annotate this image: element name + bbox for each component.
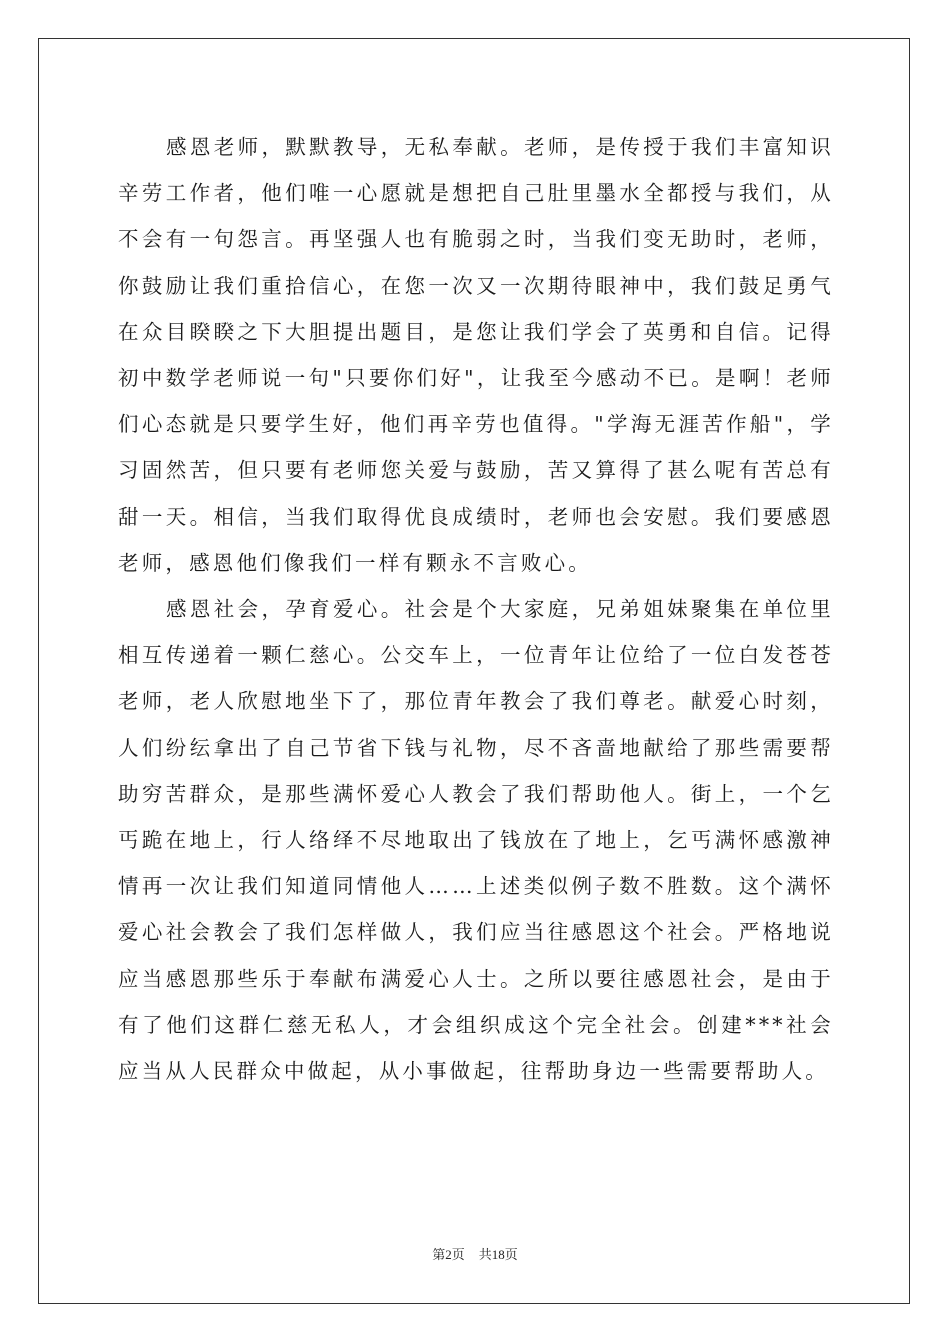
paragraph-teachers: 感恩老师，默默教导，无私奉献。老师，是传授于我们丰富知识辛劳工作者，他们唯一心愿就是想把自己肚里墨水全都授与我们，从不会有一句怨言。再坚强人也有脆弱之时，当我们变无助时，老师，你鼓励让我们重拾信心，在您一次又一次期待眼神中，我们鼓足勇气在众目睽睽之下大胆提出题目，是您让我们学会了英勇和自信。记得初中数学老师说一句"只要你们好"，让我至今感动不已。是啊！老师们心态就是只要学生好，他们再辛劳也值得。"学海无涯苦作船"，学习固然苦，但只要有老师您关爱与鼓励，苦又算得了甚么呢有苦总有甜一天。相信，当我们取得优良成绩时，老师也会安慰。我们要感恩老师，感恩他们像我们一样有颗永不言败心。 [118, 135, 834, 575]
paragraph-society: 感恩社会，孕育爱心。社会是个大家庭，兄弟姐妹聚集在单位里相互传递着一颗仁慈心。公交车上，一位青年让位给了一位白发苍苍老师，老人欣慰地坐下了，那位青年教会了我们尊老。献爱心时刻，人们纷纭拿出了自己节省下钱与礼物，尽不吝啬地献给了那些需要帮助穷苦群众，是那些满怀爱心人教会了我们帮助他人。街上，一个乞丐跪在地上，行人络绎不尽地取出了钱放在了地上，乞丐满怀感激神情再一次让我们知道同情他人……上述类似例子数不胜数。这个满怀爱心社会教会了我们怎样做人，我们应当往感恩这个社会。严格地说应当感恩那些乐于奉献布满爱心人士。之所以要往感恩社会，是由于有了他们这群仁慈无私人，才会组织成这个完全社会。创建***社会应当从人民群众中做起，从小事做起，往帮助身边一些需要帮助人。 [118, 597, 834, 1084]
page-number: 第2页 [432, 1247, 465, 1262]
page-footer [0, 1244, 950, 1263]
page-total: 共18页 [478, 1247, 518, 1262]
document-body [118, 124, 834, 1094]
